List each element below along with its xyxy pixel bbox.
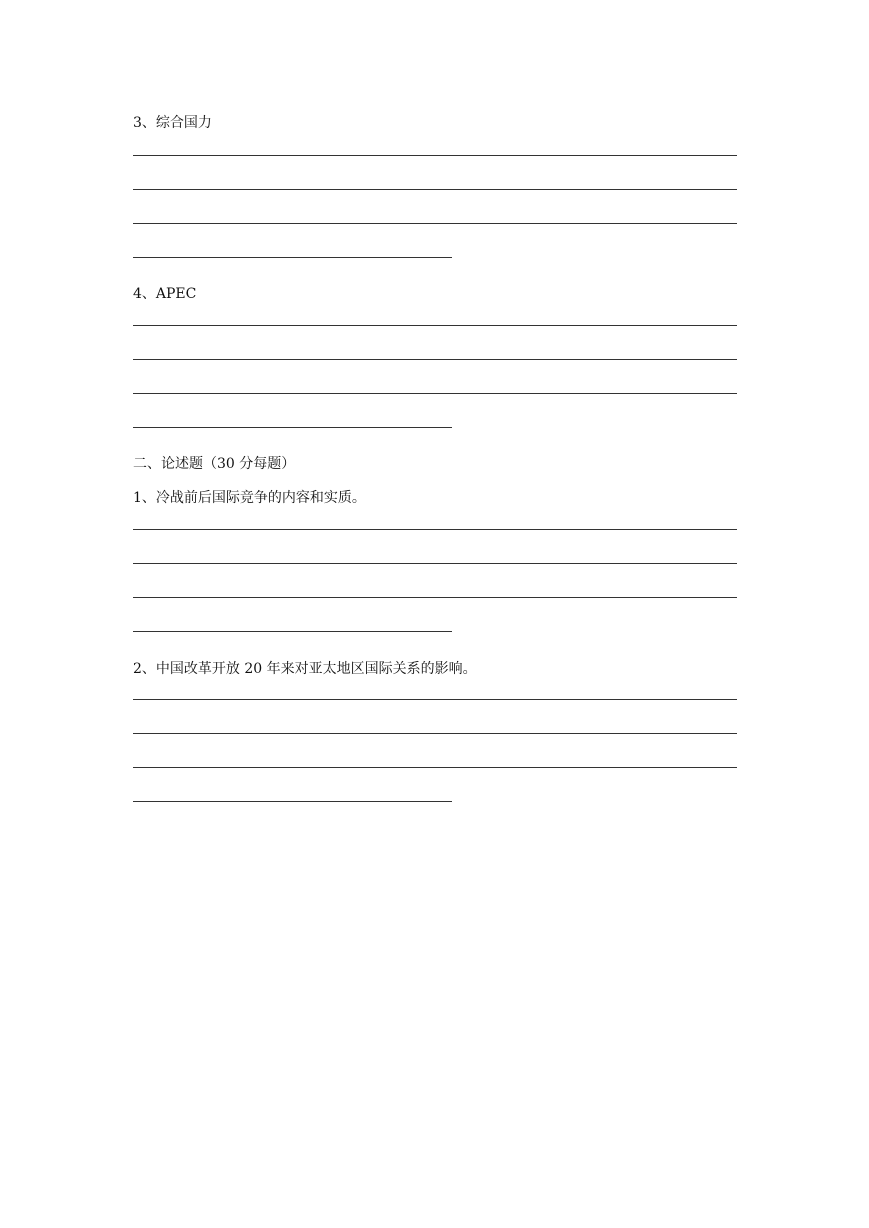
answer-line (133, 155, 737, 156)
answer-line (133, 189, 737, 190)
answer-line (133, 359, 737, 360)
answer-line (133, 767, 737, 768)
question-heading: 1、冷战前后国际竞争的内容和实质。 (133, 490, 366, 506)
question-heading: 4、APEC (133, 286, 197, 302)
answer-line (133, 801, 452, 802)
answer-line (133, 529, 737, 530)
answer-line (133, 733, 737, 734)
section-title: 二、论述题（30 分每题） (133, 456, 296, 472)
answer-line (133, 597, 737, 598)
question-heading: 2、中国改革开放 20 年来对亚太地区国际关系的影响。 (133, 661, 477, 677)
answer-line (133, 325, 737, 326)
answer-line (133, 393, 737, 394)
answer-line (133, 563, 737, 564)
question-heading: 3、综合国力 (133, 115, 212, 131)
answer-line (133, 631, 452, 632)
answer-line (133, 427, 452, 428)
answer-line (133, 257, 452, 258)
answer-line (133, 699, 737, 700)
answer-line (133, 223, 737, 224)
